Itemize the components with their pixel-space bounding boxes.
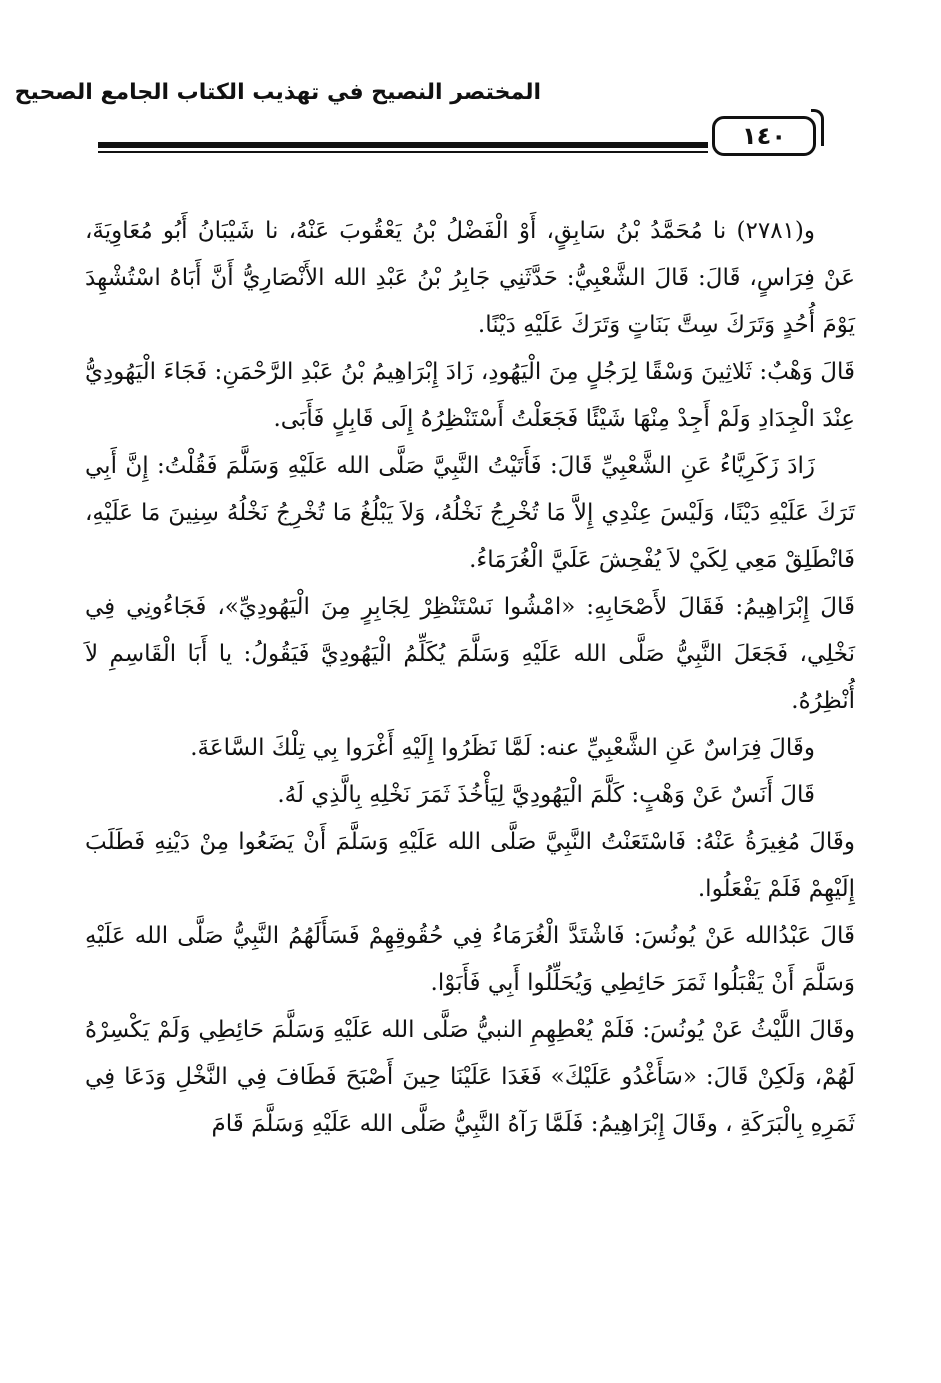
paragraph-anas: قَالَ أَنَسٌ عَنْ وَهْبٍ: كَلَّمَ الْيَهُودِيَّ لِيَأْخُذَ ثَمَرَ نَخْلِهِ بِالَّذِي لَهُ. (277, 782, 815, 808)
paragraph-mughira: وقَالَ مُغِيرَةُ عَنْهُ: فَاسْتَعَنْتُ النَّبِيَّ صَلَّى الله عَلَيْهِ وَسَلَّمَ أَنْ يَضَعُوا مِنْ دَيْنِهِ فَطَلَبَ إِلَيْهِمْ فَلَمْ يَفْعَلُوا. (85, 829, 855, 902)
paragraph-abdullah: قَالَ عَبْدُالله عَنْ يُونُسَ: فَاشْتَدَّ الْغُرَمَاءُ فِي حُقُوقِهِمْ فَسَأَلَهُمُ النَّبِيُّ صَلَّى الله عَلَيْهِ وَسَلَّمَ أَنْ يَقْبَلُوا ثَمَرَ حَائِطِي وَيُحَلِّلُوا أَبِي فَأَبَوْا. (85, 923, 855, 996)
paragraph-layth: وقَالَ اللَّيْثُ عَنْ يُونُسَ: فَلَمْ يُعْطِهِمِ النبيُّ صَلَّى الله عَلَيْهِ وَسَلَّمَ حَائِطِي وَلَمْ يَكْسِرْهُ لَهُمْ، وَلَكِنْ قَالَ: «سَأَغْدُو عَلَيْكَ» فَغَدَا عَلَيْنَا حِينَ أَصْبَحَ فَطَافَ فِي النَّخْلِ وَدَعَا فِي ثَمَرِهِ بِالْبَرَكَةِ ، وقَالَ إِبْرَاهِيمُ: فَلَمَّا رَآهُ النَّبِيُّ صَلَّى الله عَلَيْهِ وَسَلَّمَ قَامَ (85, 1017, 855, 1137)
paragraph-ibrahim: قَالَ إِبْرَاهِيمُ: فَقَالَ لأَصْحَابِهِ: «امْشُوا نَسْتَنْظِرْ لِجَابِرٍ مِنَ الْيَهُودِيِّ»، فَجَاءُونِي فِي نَخْلِي، فَجَعَلَ النَّبِيُّ صَلَّى الله عَلَيْهِ وَسَلَّمَ يُكَلِّمُ الْيَهُودِيَّ فَيَقُولُ: يا أَبَا الْقَاسِمِ لاَ أُنْظِرُهُ. (85, 594, 855, 714)
header-rule-thick (98, 142, 708, 148)
page-number: ١٤٠ (742, 122, 786, 150)
page-number-box (712, 116, 816, 156)
paragraph-wahb: قَالَ وَهْبٌ: ثَلاثِينَ وَسْقًا لِرَجُلٍ مِنَ الْيَهُودِ، زَادَ إِبْرَاهِيمُ بْنُ عَبْدِ الرَّحْمَنِ: فَجَاءَ الْيَهُودِيُّ عِنْدَ الْجِدَادِ وَلَمْ أَجِدْ مِنْهَا شَيْئًا فَجَعَلْتُ أَسْتَنْظِرُهُ إِلَى قَابِلٍ فَأَبَى. (85, 359, 855, 432)
paragraph-hadith-2781: و(٢٧٨١) نا مُحَمَّدُ بْنُ سَابِقٍ، أَوْ الْفَضْلُ بْنُ يَعْقُوبَ عَنْهُ، نا شَيْبَانُ أَبُو مُعَاوِيَةَ، عَنْ فِرَاسٍ، قَالَ: قَالَ الشَّعْبِيُّ: حَدَّثَنِي جَابِرُ بْنُ عَبْدِ الله الأَنْصَارِيُّ أَنَّ أَبَاهُ اسْتُشْهِدَ يَوْمَ أُحُدٍ وَتَرَكَ سِتَّ بَنَاتٍ وَتَرَكَ عَلَيْهِ دَيْنًا. (85, 218, 855, 338)
header-rule-thin (98, 151, 708, 153)
paragraph-firas: وقَالَ فِرَاسٌ عَنِ الشَّعْبِيِّ عنه: لَمَّا نَظَرُوا إِلَيْهِ أَغْرَوا بِي تِلْكَ السَّاعَةَ. (190, 735, 815, 761)
body-text (85, 208, 855, 1148)
running-header-title: المختصر النصيح في تهذيب الكتاب الجامع الصحيح (14, 80, 541, 105)
paragraph-zakariyya: زَادَ زَكَرِيَّاءُ عَنِ الشَّعْبِيِّ قَالَ: فَأَتَيْتُ النَّبِيَّ صَلَّى الله عَلَيْهِ وَسَلَّمَ فَقُلْتُ: إِنَّ أَبِي تَرَكَ عَلَيْهِ دَيْنًا، وَلَيْسَ عِنْدِي إِلاَّ مَا تُخْرِجُ نَخْلُهُ، وَلاَ يَبْلُغُ مَا تُخْرِجُ نَخْلُهُ سِنِينَ مَا عَلَيْهِ، فَانْطَلِقْ مَعِي لِكَيْ لاَ يُفْحِشَ عَلَيَّ الْغُرَمَاءُ. (85, 453, 855, 573)
